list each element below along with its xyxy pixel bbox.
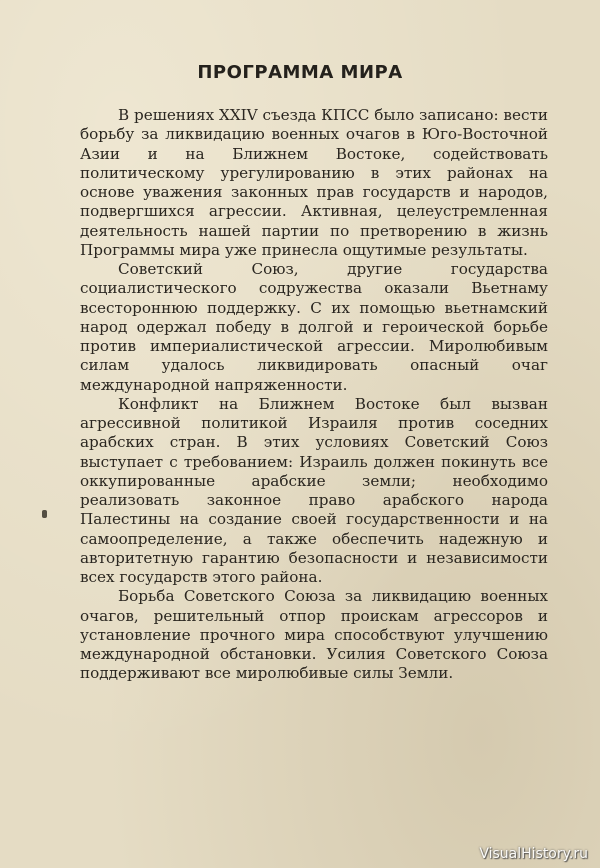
paragraph-2: Советский Союз, другие государства социалистического содружества оказали Вьетнаму всестороннюю поддержку. С их помощью вьетнамский народ одержал победу в долгой и героической борьбе против империалистической агрессии. Миролюбивым силам удалось ликвидировать опасный очаг международной напряженности.	[80, 260, 548, 394]
ink-mark	[42, 510, 47, 518]
paragraph-4: Борьба Советского Союза за ликвидацию военных очагов, решительный отпор проискам агрессоров и установление прочного мира способствуют улучшению международной обстановки. Усилия Советского Союза поддерживают все миролюбивые силы Земли.	[80, 587, 548, 683]
page-title: ПРОГРАММА МИРА	[197, 62, 403, 83]
watermark: VisualHistory.ru	[479, 846, 588, 862]
paragraph-3: Конфликт на Ближнем Востоке был вызван агрессивной политикой Израиля против соседних арабских стран. В этих условиях Советский Союз выступает с требованием: Израиль должен покинуть все оккупированные арабские земли; необходимо реализовать законное право арабского народа Палестины на создание своей государственности и на самоопределение, а также обеспечить надежную и авторитетную гарантию безопасности и независимости всех государств этого района.	[80, 394, 548, 586]
paragraph-1: В решениях XXIV съезда КПСС было записано: вести борьбу за ликвидацию военных очагов в Юго-Восточной Азии и на Ближнем Востоке, содействовать политическому урегулированию в этих районах на основе уважения законных прав государств и народов, подвергшихся агрессии. Активная, целеустремленная деятельность нашей партии по претворению в жизнь Программы мира уже принесла ощутимые результаты.	[80, 106, 548, 259]
article-body	[80, 106, 548, 684]
